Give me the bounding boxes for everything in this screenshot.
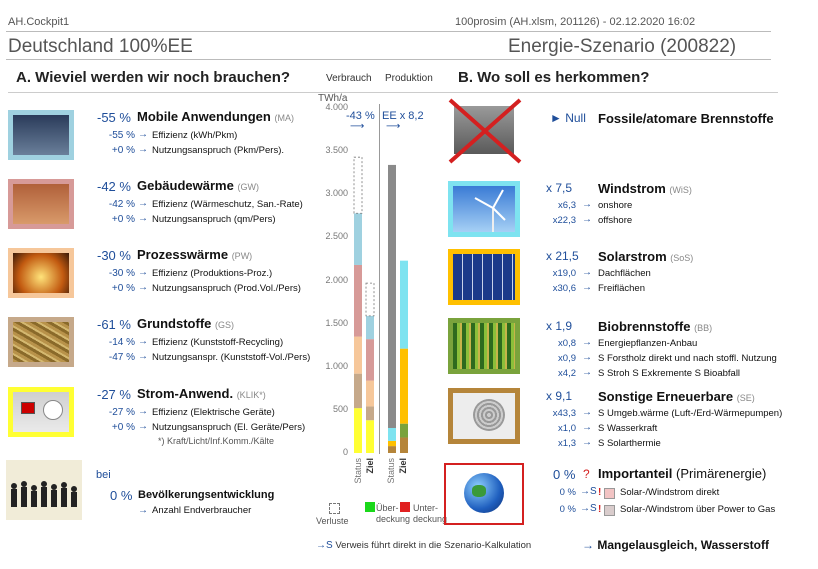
- continent-shape: [472, 485, 486, 497]
- chart-bar-segment: [366, 420, 374, 453]
- import-line-pct[interactable]: 0 %: [559, 504, 576, 515]
- chart-bar-segment: [388, 428, 396, 441]
- file-meta: 100prosim (AH.xlsm, 201126) - 02.12.2020 16:02: [455, 16, 696, 28]
- chart-bar-segment: [366, 283, 374, 316]
- demand-name: Mobile Anwendungen: [137, 109, 271, 124]
- supply-line-text: S Forstholz direkt und nach stoffl. Nutzung: [598, 353, 777, 364]
- import-line-pct[interactable]: 0 %: [559, 487, 576, 498]
- supply-abbr: (WiS): [669, 185, 692, 195]
- y-tick-label: 2.500: [325, 231, 348, 242]
- supply-mult[interactable]: x 21,5: [546, 249, 579, 263]
- import-q: ?: [583, 467, 590, 481]
- y-tick-label: 500: [332, 403, 348, 414]
- supply-line-text: onshore: [598, 200, 633, 211]
- supply-title: [598, 111, 774, 126]
- page-title-right: Energie-Szenario (200822): [508, 36, 737, 57]
- arrow-icon: →: [138, 351, 148, 362]
- verbrauch-change: -43 %: [346, 110, 375, 122]
- bio-thumb[interactable]: [448, 318, 520, 374]
- heatpump-thumb[interactable]: [448, 388, 520, 444]
- chart-bar-segment: [400, 261, 408, 349]
- y-tick-label: 2.000: [325, 274, 348, 285]
- section-a-title: A. Wieviel werden wir noch brauchen?: [16, 69, 291, 86]
- supply-line-mult[interactable]: x43,3: [552, 408, 576, 419]
- chart-bar-segment: [366, 339, 374, 380]
- label-status-p: Status: [386, 458, 396, 484]
- y-tick-label: 0: [342, 447, 348, 457]
- verweis-note: →S Verweis führt direkt in die Szenario-Kalkulation: [316, 540, 532, 551]
- mobile-thumb[interactable]: [8, 110, 74, 160]
- supply-abbr: (SE): [736, 393, 755, 403]
- demand-line-pct[interactable]: -14 %: [108, 337, 135, 348]
- population-name: Bevölkerungsentwicklung: [138, 489, 275, 501]
- solar-thumb[interactable]: [448, 249, 520, 305]
- import-line-text: Solar-/Windstrom über Power to Gas: [620, 504, 776, 515]
- arrow-icon: →: [582, 267, 592, 278]
- demand-name: Strom-Anwend.: [137, 386, 234, 401]
- section-b-title: B. Wo soll es herkommen?: [458, 69, 650, 86]
- supply-line-text: offshore: [598, 215, 633, 226]
- supply-line-mult[interactable]: x4,2: [558, 368, 576, 379]
- supply-name: Biobrennstoffe: [598, 319, 691, 334]
- supply-line-mult[interactable]: x22,3: [552, 215, 576, 226]
- supply-title: [598, 319, 712, 334]
- y-axis: [300, 102, 348, 457]
- chart-bar-segment: [366, 406, 374, 420]
- demand-name: Gebäudewärme: [137, 178, 234, 193]
- demand-title: [137, 316, 234, 331]
- arrow-icon: →: [138, 282, 148, 293]
- y-tick-label: 1.500: [325, 317, 348, 328]
- demand-title: [137, 109, 294, 124]
- arrow-icon: →: [138, 144, 148, 155]
- demand-title: [137, 178, 259, 193]
- population-thumb[interactable]: [6, 460, 82, 520]
- mangel-link[interactable]: → Mangelausgleich, Wasserstoff: [582, 538, 769, 552]
- supply-title: [598, 181, 692, 196]
- demand-pct[interactable]: -27 %: [97, 387, 131, 402]
- demand-pct[interactable]: -55 %: [97, 110, 131, 125]
- demand-line-text: Effizienz (kWh/Pkm): [152, 130, 238, 141]
- label-ziel-p: Ziel: [398, 458, 408, 474]
- import-line-text: Solar-/Windstrom direkt: [620, 487, 720, 498]
- supply-abbr: (BB): [694, 323, 713, 333]
- import-thumb[interactable]: [444, 463, 524, 525]
- switch-icon: [21, 402, 35, 414]
- arrow-icon: →: [582, 337, 592, 348]
- arrow-icon: →: [582, 437, 592, 448]
- col-verbrauch: Verbrauch: [326, 73, 372, 84]
- y-tick-label: 4.000: [325, 102, 348, 112]
- process-heat-thumb[interactable]: [8, 248, 74, 298]
- demand-abbr: (PW): [231, 251, 253, 261]
- warning-icon: !: [598, 504, 602, 515]
- demand-line-pct[interactable]: +0 %: [111, 214, 135, 225]
- demand-line-pct[interactable]: +0 %: [111, 422, 135, 433]
- supply-line-mult[interactable]: x1,0: [558, 423, 576, 434]
- demand-line-text: Effizienz (Elektrische Geräte): [152, 407, 275, 418]
- arrow-icon: →: [582, 199, 592, 210]
- chart-bar-segment: [354, 213, 362, 265]
- supply-line-mult[interactable]: x6,3: [558, 200, 576, 211]
- arrow-icon: ⟶: [350, 121, 365, 132]
- demand-line-text: Nutzungsanspruch (El. Geräte/Pers): [152, 422, 306, 433]
- supply-name: Fossile/atomare Brennstoffe: [598, 111, 774, 126]
- legend-loss: Verluste: [316, 516, 349, 526]
- demand-title: [137, 247, 252, 262]
- import-suffix: (Primärenergie): [676, 466, 767, 481]
- raw-material-thumb[interactable]: [8, 317, 74, 367]
- demand-abbr: (KLIK*): [236, 390, 266, 400]
- demand-title: [137, 386, 266, 401]
- axis-unit: TWh/a: [318, 93, 348, 104]
- wind-turbine-icon: [453, 186, 515, 232]
- demand-pct[interactable]: -30 %: [97, 248, 131, 263]
- y-tick-label: 1.000: [325, 360, 348, 371]
- supply-line-text: Dachflächen: [598, 268, 651, 279]
- supply-line-text: S Umgeb.wärme (Luft-/Erd-Wärmepumpen): [598, 408, 783, 419]
- app-name: AH.Cockpit1: [8, 16, 70, 28]
- arrow-icon: →: [138, 129, 148, 140]
- chart-bar-segment: [400, 349, 408, 424]
- demand-line-text: Effizienz (Kunststoff-Recycling): [152, 337, 284, 348]
- supply-line-mult[interactable]: x0,9: [558, 353, 576, 364]
- arrow-icon: ⟶: [386, 121, 401, 132]
- demand-line-text: Nutzungsanspruch (qm/Pers): [152, 214, 276, 225]
- demand-line-pct[interactable]: -55 %: [108, 130, 135, 141]
- arrow-icon: →: [582, 422, 592, 433]
- demand-pct[interactable]: -42 %: [97, 179, 131, 194]
- demand-abbr: (MA): [274, 113, 294, 123]
- demand-note: *) Kraft/Licht/Inf.Komm./Kälte: [158, 436, 275, 446]
- verweis-text: Verweis führt direkt in die Szenario-Kalkulation: [335, 540, 532, 551]
- chart-bar-segment: [388, 441, 396, 446]
- demand-name: Grundstoffe: [137, 316, 212, 331]
- section-divider: [8, 92, 778, 93]
- population-bei: bei: [96, 469, 111, 481]
- demand-line-pct[interactable]: -47 %: [108, 352, 135, 363]
- arrow-icon: →: [582, 407, 592, 418]
- people-icon: [6, 460, 82, 520]
- arrow-icon: →: [582, 214, 592, 225]
- y-tick-label: 3.000: [325, 188, 348, 199]
- supply-mult[interactable]: x 7,5: [546, 181, 573, 195]
- supply-title: [598, 389, 755, 404]
- demand-line-text: Effizienz (Wärmeschutz, San.-Rate): [152, 199, 303, 210]
- arrow-icon: →S: [580, 486, 597, 497]
- socket-thumb[interactable]: [8, 387, 74, 437]
- socket-icon: [43, 400, 63, 420]
- supply-mult[interactable]: ► Null: [550, 111, 586, 125]
- building-thumb[interactable]: [8, 179, 74, 229]
- chart-bar-segment: [366, 381, 374, 407]
- chart-bar-segment: [354, 408, 362, 453]
- supply-mult[interactable]: x 1,9: [546, 319, 573, 333]
- supply-mult[interactable]: x 9,1: [546, 389, 573, 403]
- wind-thumb[interactable]: [448, 181, 520, 237]
- cross-icon: [446, 96, 524, 166]
- demand-line-text: Nutzungsanspruch (Prod.Vol./Pers): [152, 283, 301, 294]
- supply-line-text: Energiepflanzen-Anbau: [598, 338, 698, 349]
- arrow-icon: →: [138, 505, 148, 516]
- import-swatch: [604, 488, 615, 499]
- supply-line-text: Freiflächen: [598, 283, 645, 294]
- col-produktion: Produktion: [385, 73, 433, 84]
- supply-line-mult[interactable]: x0,8: [558, 338, 576, 349]
- demand-pct[interactable]: -61 %: [97, 317, 131, 332]
- ee-factor: EE x 8,2: [382, 110, 424, 122]
- supply-name: Sonstige Erneuerbare: [598, 389, 734, 404]
- demand-line-pct[interactable]: -30 %: [108, 268, 135, 279]
- arrow-icon: →: [138, 421, 148, 432]
- demand-abbr: (GW): [237, 182, 259, 192]
- demand-line-pct[interactable]: +0 %: [111, 283, 135, 294]
- supply-line-text: S Wasserkraft: [598, 423, 658, 434]
- header-divider-2: [6, 59, 771, 60]
- warning-icon: !: [598, 487, 602, 498]
- arrow-icon: →: [138, 267, 148, 278]
- population-pct[interactable]: 0 %: [110, 488, 133, 503]
- demand-line-pct[interactable]: +0 %: [111, 145, 135, 156]
- supply-title: [598, 249, 693, 264]
- arrow-icon: →: [138, 336, 148, 347]
- header-divider: [6, 31, 771, 32]
- supply-line-mult[interactable]: x19,0: [552, 268, 576, 279]
- legend-over: Über-deckung: [376, 503, 411, 524]
- legend-loss-swatch: [329, 503, 340, 514]
- page-title-left: Deutschland 100%EE: [8, 36, 193, 57]
- arrow-icon: →: [582, 352, 592, 363]
- population-line: Anzahl Endverbraucher: [152, 505, 252, 516]
- supply-line-text: S Solarthermie: [598, 438, 661, 449]
- arrow-icon: →: [138, 406, 148, 417]
- y-tick-label: 3.500: [325, 145, 348, 156]
- demand-line-pct[interactable]: -27 %: [108, 407, 135, 418]
- chart-bar-segment: [400, 424, 408, 438]
- arrow-icon: →: [138, 213, 148, 224]
- chart-bar-segment: [354, 265, 362, 337]
- demand-abbr: (GS): [215, 320, 235, 330]
- fossil-thumb[interactable]: [446, 96, 524, 166]
- import-name: Importanteil: [598, 466, 673, 481]
- supply-name: Windstrom: [598, 181, 666, 196]
- legend-under: Unter-deckung: [413, 503, 448, 524]
- chart-bar-segment: [354, 374, 362, 409]
- demand-line-text: Nutzungsanspr. (Kunststoff-Vol./Pers): [152, 352, 311, 363]
- mangel-text: Mangelausgleich, Wasserstoff: [597, 538, 769, 552]
- chart-bar-segment: [400, 437, 408, 453]
- import-swatch: [604, 505, 615, 516]
- demand-line-text: Nutzungsanspruch (Pkm/Pers).: [152, 145, 284, 156]
- supply-abbr: (SoS): [670, 253, 694, 263]
- supply-line-mult[interactable]: x30,6: [552, 283, 576, 294]
- energy-chart: [348, 100, 418, 460]
- arrow-icon: →: [138, 198, 148, 209]
- chart-bar-segment: [366, 316, 374, 339]
- chart-bar-segment: [388, 165, 396, 428]
- supply-line-mult[interactable]: x1,3: [558, 438, 576, 449]
- supply-line-text: S Stroh S Exkremente S Bioabfall: [598, 368, 741, 379]
- import-title: [598, 466, 766, 481]
- supply-name: Solarstrom: [598, 249, 667, 264]
- demand-line-pct[interactable]: -42 %: [108, 199, 135, 210]
- arrow-icon: →: [582, 282, 592, 293]
- demand-line-text: Effizienz (Produktions-Proz.): [152, 268, 273, 279]
- label-ziel-v: Ziel: [365, 458, 375, 474]
- chart-bar-segment: [388, 446, 396, 453]
- label-status-v: Status: [353, 458, 363, 484]
- fan-icon: [473, 399, 505, 431]
- arrow-icon: →: [582, 367, 592, 378]
- arrow-icon: →S: [580, 503, 597, 514]
- chart-bar-segment: [354, 157, 362, 213]
- chart-bar-segment: [354, 337, 362, 374]
- import-pct[interactable]: 0 %: [553, 467, 576, 482]
- demand-name: Prozesswärme: [137, 247, 229, 262]
